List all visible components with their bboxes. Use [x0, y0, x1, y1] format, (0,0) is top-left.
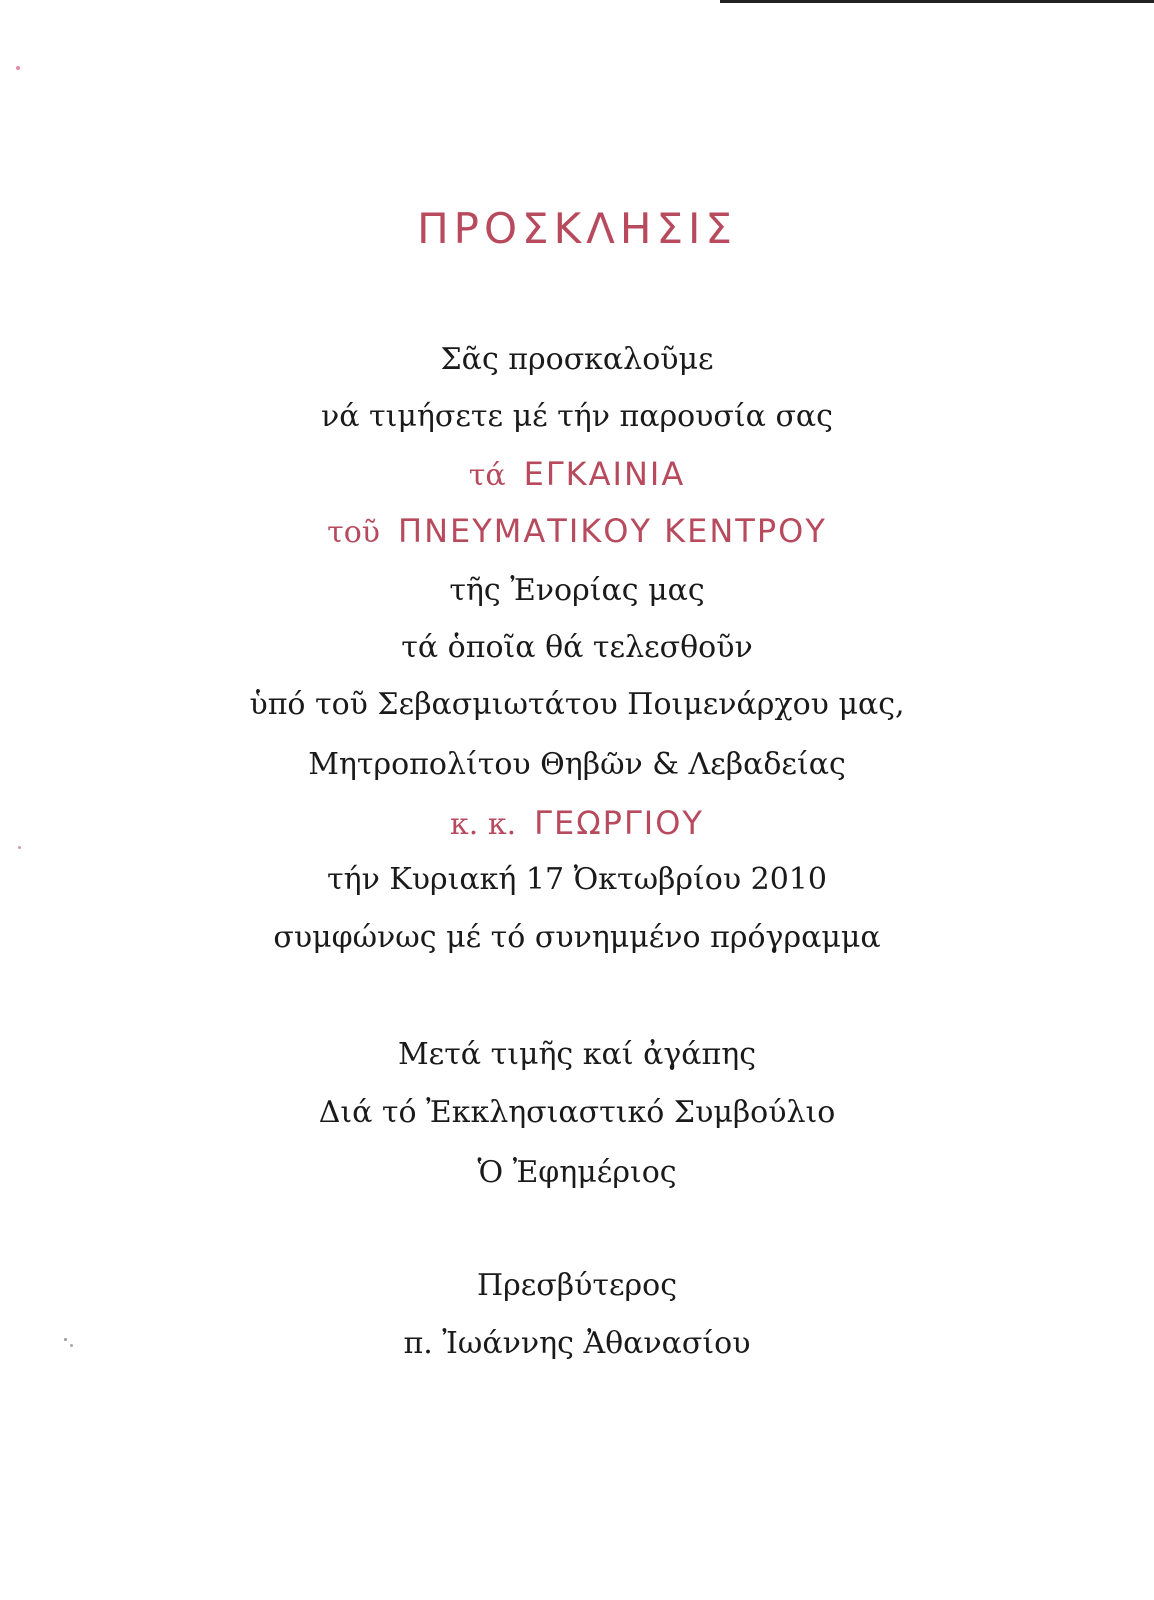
invitation-line-venue	[0, 511, 1154, 553]
venue-prefix: τοῦ	[327, 515, 381, 550]
invitation-date: τήν Κυριακή 17 Ὀκτωβρίου 2010	[327, 862, 827, 897]
invitation-line-event	[0, 454, 1154, 496]
page-title: ΠΡΟΣΚΛΗΣΙΣ	[417, 204, 737, 253]
honorific: κ. κ.	[450, 807, 517, 842]
invitation-line: τῆς Ἐνορίας μας	[449, 573, 705, 608]
invitation-line-bishop	[0, 803, 1154, 845]
invitation-line: συμφώνως μέ τό συνημμένο πρόγραμμα	[273, 920, 881, 955]
closing-line: Μετά τιμῆς καί ἀγάπης	[397, 1037, 757, 1072]
scan-speck	[18, 846, 21, 849]
signature-name: π. Ἰωάννης Ἀθανασίου	[403, 1326, 751, 1361]
venue-name: ΠΝΕΥΜΑΤΙΚΟΥ ΚΕΝΤΡΟΥ	[398, 512, 827, 550]
invitation-line: νά τιμήσετε μέ τήν παρουσία σας	[321, 399, 833, 434]
invitation-line: Μητροπολίτου Θηβῶν & Λεβαδείας	[308, 747, 846, 782]
signature-title: Πρεσβύτερος	[476, 1268, 678, 1303]
invitation-line: τά ὁποῖα θά τελεσθοῦν	[401, 630, 753, 665]
scan-top-edge	[720, 0, 1154, 3]
closing-line: Διά τό Ἐκκλησιαστικό Συμβούλιο	[318, 1095, 836, 1130]
bishop-name: ΓΕΩΡΓΙΟΥ	[534, 804, 704, 842]
event-name: ΕΓΚΑΙΝΙΑ	[523, 455, 686, 493]
event-prefix: τά	[468, 458, 506, 493]
scan-speck	[16, 66, 20, 70]
closing-line: Ὁ Ἐφημέριος	[477, 1155, 677, 1190]
invitation-line: ὑπό τοῦ Σεβασμιωτάτου Ποιμενάρχου μας,	[249, 687, 905, 722]
invitation-line: Σᾶς προσκαλοῦμε	[440, 342, 714, 377]
